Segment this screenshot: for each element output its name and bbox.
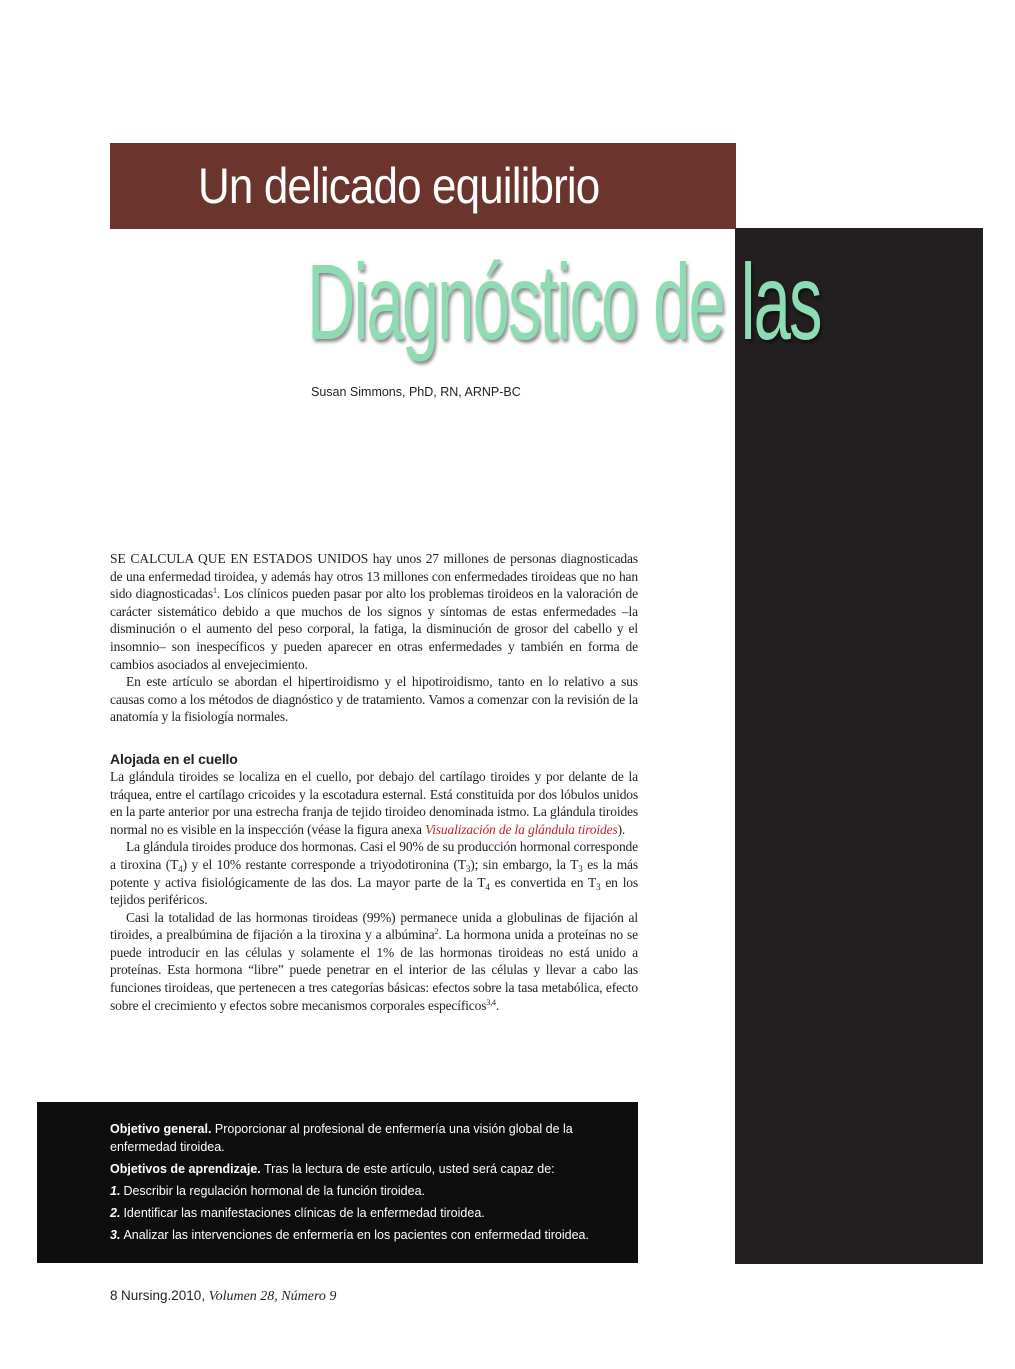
reference-marker: 2 [434,927,439,937]
section-heading: Alojada en el cuello [110,750,238,767]
intro-lead-in: SE CALCULA QUE EN ESTADOS UNIDOS [110,551,369,566]
objective-item: 1. Describir la regulación hormonal de la función tiroidea. [110,1184,425,1198]
figure-link[interactable]: Visualización de la glándula tiroides [425,821,618,837]
issue-info: Volumen 28, Número 9 [208,1289,337,1304]
learning-objectives-label: Objetivos de aprendizaje. [110,1162,261,1176]
section-paragraph-1: La glándula tiroides se localiza en el cuello, por debajo del cartílago tiroides y por delante de la tráquea, entre el cartílago cricoides y la escotadura esternal. Está constituida por dos lóbulos unidos en la parte anterior por una estrecha franja de tejido tiroideo denominada istmo. La glándula tiroides normal no es visible en la inspección (véase la figura anexa Visualización de la glándula tiroides). [110,768,638,837]
page-footer [110,1288,336,1305]
general-objective-label: Objetivo general. [110,1122,212,1136]
intro-paragraph-2: En este artículo se abordan el hipertiroidismo y el hipotiroidismo, tanto en lo relativo a sus causas como a los métodos de diagnóstico y de tratamiento. Vamos a comenzar con la revisión de la anatomía y la fisiología normales. [110,674,638,725]
intro-paragraph-1: SE CALCULA QUE EN ESTADOS UNIDOS hay unos 27 millones de personas diagnosticadas de una enfermedad tiroidea, y además hay otros 13 millones con enfermedades tiroideas que no han sido diagnosticadas$^1$. Los clínicos pueden pasar por alto los problemas tiroideos en la valoración de carácter sistemático debido a que muchos de los signos y síntomas de estas enfermedades –la disminución o el aumento del peso corporal, la fatiga, la disminución de grosor del cabello y el insomnio– son inespecíficos y pueden aparecer en otras enfermedades y también en forma de cambios asociados al envejecimiento. [110,551,638,672]
kicker-bar [110,143,736,229]
kicker-title: Un delicado equilibrio [198,158,600,214]
section-paragraph-3: Casi la totalidad de las hormonas tiroideas (99%) permanece unida a globulinas de fijación al tiroides, a prealbúmina de fijación a la tiroxina y a albúmina$^2$. La hormona unida a proteínas no se puede introducir en las células y solamente el 1% de las hormonas tiroideas no está unido a proteínas. Esta hormona “libre” puede penetrar en el interior de las células y llevar a cabo las funciones tiroideas, que pertenecen a tres categorías básicas: efectos sobre la tasa metabólica, efecto sobre el crecimiento y efectos sobre mecanismos corporales específicos$^{3,4}$. [110,909,638,1013]
main-title: Diagnóstico de las [307,241,821,362]
dark-side-column [735,228,983,1264]
section-paragraph-2: La glándula tiroides produce dos hormonas. Casi el 90% de su producción hormonal corresponde a tiroxina $(T_4)$ y el 10% restante corresponde a triyodotironina $(T_3)$; sin embargo, la $T_3$ es la más potente y activa fisiológicamente de las dos. La mayor parte de la $T_4$ es convertida en $T_3$ en los tejidos periféricos. [110,839,639,908]
page-number: 8 [110,1288,118,1303]
objective-item: 2. Identificar las manifestaciones clínicas de la enfermedad tiroidea. [110,1206,485,1220]
reference-marker: 3,4 [486,997,496,1007]
objective-item: 3. Analizar las intervenciones de enfermería en los pacientes con enfermedad tiroidea. [110,1228,589,1242]
author-byline: Susan Simmons, PhD, RN, ARNP-BC [311,385,521,399]
journal-name: Nursing.2010, [121,1288,206,1303]
general-objective: Objetivo general. Proporcionar al profesional de enfermería una visión global de la enfermedad tiroidea. [110,1122,573,1154]
reference-marker: 1 [213,586,217,596]
objectives-box [37,1102,638,1263]
learning-objectives: Objetivos de aprendizaje. Tras la lectura de este artículo, usted será capaz de: [110,1162,555,1176]
article-body [110,550,638,1014]
